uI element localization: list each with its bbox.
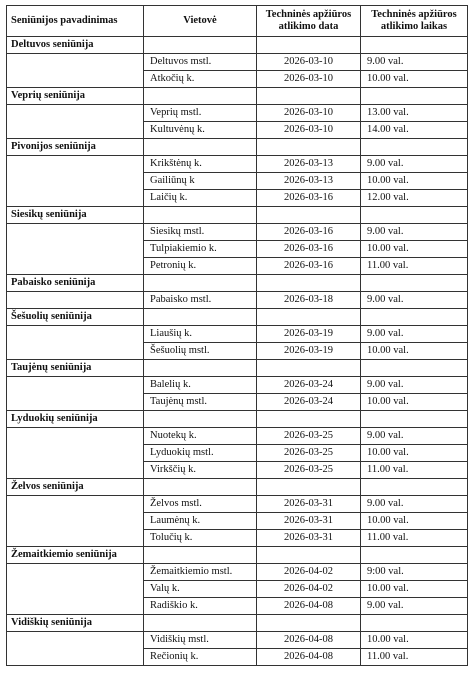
section-title: Želvos seniūnija: [7, 479, 144, 496]
section-row: [7, 615, 468, 632]
empty-cell: [144, 615, 257, 632]
place-cell: Vidiškių mstl.: [144, 632, 257, 649]
date-cell: 2026-03-16: [257, 241, 361, 258]
place-cell: Nuotekų k.: [144, 428, 257, 445]
time-cell: 10.00 val.: [361, 581, 468, 598]
empty-cell: [144, 88, 257, 105]
place-cell: Atkočių k.: [144, 71, 257, 88]
time-cell: 11.00 val.: [361, 649, 468, 666]
empty-cell: [144, 207, 257, 224]
section-title: Taujėnų seniūnija: [7, 360, 144, 377]
place-cell: Laičių k.: [144, 190, 257, 207]
section-title: Veprių seniūnija: [7, 88, 144, 105]
section-row: [7, 37, 468, 54]
date-cell: 2026-03-24: [257, 394, 361, 411]
empty-name-cell: [7, 224, 144, 275]
place-cell: Tulpiakiemio k.: [144, 241, 257, 258]
date-cell: 2026-03-10: [257, 122, 361, 139]
section-row: [7, 360, 468, 377]
place-cell: Balelių k.: [144, 377, 257, 394]
time-cell: 9.00 val.: [361, 377, 468, 394]
date-cell: 2026-04-08: [257, 632, 361, 649]
time-cell: 9.00 val.: [361, 598, 468, 615]
empty-name-cell: [7, 632, 144, 666]
time-cell: 11.00 val.: [361, 258, 468, 275]
empty-cell: [257, 411, 361, 428]
empty-cell: [257, 275, 361, 292]
empty-name-cell: [7, 105, 144, 139]
date-cell: 2026-03-16: [257, 224, 361, 241]
table-row: [7, 224, 468, 241]
section-row: [7, 88, 468, 105]
table-row: [7, 105, 468, 122]
time-cell: 13.00 val.: [361, 105, 468, 122]
time-cell: 10.00 val.: [361, 513, 468, 530]
empty-cell: [257, 309, 361, 326]
date-cell: 2026-03-24: [257, 377, 361, 394]
time-cell: 10.00 val.: [361, 71, 468, 88]
date-cell: 2026-03-25: [257, 445, 361, 462]
place-cell: Krikštėnų k.: [144, 156, 257, 173]
empty-cell: [361, 207, 468, 224]
time-cell: 10.00 val.: [361, 394, 468, 411]
empty-cell: [144, 37, 257, 54]
section-title: Pivonijos seniūnija: [7, 139, 144, 156]
empty-cell: [257, 139, 361, 156]
empty-cell: [257, 615, 361, 632]
empty-cell: [144, 547, 257, 564]
empty-cell: [361, 479, 468, 496]
empty-cell: [144, 360, 257, 377]
empty-cell: [257, 547, 361, 564]
empty-name-cell: [7, 428, 144, 479]
date-cell: 2026-03-31: [257, 496, 361, 513]
date-cell: 2026-04-02: [257, 581, 361, 598]
place-cell: Petronių k.: [144, 258, 257, 275]
empty-cell: [361, 360, 468, 377]
date-cell: 2026-03-10: [257, 54, 361, 71]
empty-name-cell: [7, 377, 144, 411]
header-inspection-date: Techninės apžiūros atlikimo data: [257, 6, 361, 37]
place-cell: Tolučių k.: [144, 530, 257, 547]
empty-cell: [144, 275, 257, 292]
empty-cell: [361, 411, 468, 428]
section-title: Vidiškių seniūnija: [7, 615, 144, 632]
empty-cell: [257, 37, 361, 54]
date-cell: 2026-04-08: [257, 649, 361, 666]
place-cell: Siesikų mstl.: [144, 224, 257, 241]
section-title: Lyduokių seniūnija: [7, 411, 144, 428]
date-cell: 2026-03-16: [257, 190, 361, 207]
empty-cell: [361, 139, 468, 156]
table-body: [7, 37, 468, 666]
time-cell: 9.00 val.: [361, 224, 468, 241]
section-title: Žemaitkiemio seniūnija: [7, 547, 144, 564]
time-cell: 9.00 val.: [361, 54, 468, 71]
table-row: [7, 632, 468, 649]
date-cell: 2026-03-19: [257, 326, 361, 343]
empty-cell: [144, 479, 257, 496]
header-eldership-name: Seniūnijos pavadinimas: [7, 6, 144, 37]
time-cell: 10.00 val.: [361, 445, 468, 462]
table-row: [7, 428, 468, 445]
time-cell: 9:00 val.: [361, 564, 468, 581]
header-inspection-time: Techninės apžiūros atlikimo laikas: [361, 6, 468, 37]
section-title: Šešuolių seniūnija: [7, 309, 144, 326]
date-cell: 2026-03-13: [257, 156, 361, 173]
place-cell: Veprių mstl.: [144, 105, 257, 122]
section-row: [7, 139, 468, 156]
date-cell: 2026-03-10: [257, 105, 361, 122]
time-cell: 11.00 val.: [361, 530, 468, 547]
place-cell: Gailiūnų k: [144, 173, 257, 190]
table-row: [7, 292, 468, 309]
time-cell: 10.00 val.: [361, 173, 468, 190]
place-cell: Kultuvėnų k.: [144, 122, 257, 139]
date-cell: 2026-03-10: [257, 71, 361, 88]
date-cell: 2026-03-13: [257, 173, 361, 190]
time-cell: 10.00 val.: [361, 343, 468, 360]
place-cell: Deltuvos mstl.: [144, 54, 257, 71]
time-cell: 11.00 val.: [361, 462, 468, 479]
time-cell: 9.00 val.: [361, 326, 468, 343]
inspection-schedule-document: [6, 5, 467, 666]
table-header-row: [7, 6, 468, 37]
time-cell: 9.00 val.: [361, 156, 468, 173]
time-cell: 14.00 val.: [361, 122, 468, 139]
empty-cell: [361, 88, 468, 105]
date-cell: 2026-03-25: [257, 462, 361, 479]
section-title: Pabaisko seniūnija: [7, 275, 144, 292]
table-row: [7, 496, 468, 513]
place-cell: Laumėnų k.: [144, 513, 257, 530]
empty-cell: [144, 411, 257, 428]
table-row: [7, 54, 468, 71]
date-cell: 2026-03-31: [257, 513, 361, 530]
place-cell: Taujėnų mstl.: [144, 394, 257, 411]
place-cell: Žemaitkiemio mstl.: [144, 564, 257, 581]
empty-cell: [257, 360, 361, 377]
date-cell: 2026-03-25: [257, 428, 361, 445]
place-cell: Virkščių k.: [144, 462, 257, 479]
table-row: [7, 564, 468, 581]
section-title: Siesikų seniūnija: [7, 207, 144, 224]
empty-name-cell: [7, 564, 144, 615]
empty-name-cell: [7, 54, 144, 88]
table-row: [7, 377, 468, 394]
time-cell: 9.00 val.: [361, 292, 468, 309]
empty-name-cell: [7, 496, 144, 547]
section-row: [7, 411, 468, 428]
date-cell: 2026-03-16: [257, 258, 361, 275]
empty-cell: [144, 309, 257, 326]
section-row: [7, 207, 468, 224]
empty-cell: [257, 207, 361, 224]
empty-cell: [257, 88, 361, 105]
section-title: Deltuvos seniūnija: [7, 37, 144, 54]
place-cell: Lyduokių mstl.: [144, 445, 257, 462]
table-row: [7, 326, 468, 343]
table-row: [7, 156, 468, 173]
place-cell: Pabaisko mstl.: [144, 292, 257, 309]
empty-name-cell: [7, 326, 144, 360]
empty-cell: [361, 37, 468, 54]
section-row: [7, 309, 468, 326]
inspection-schedule-table: [6, 5, 468, 666]
place-cell: Šešuolių mstl.: [144, 343, 257, 360]
place-cell: Valų k.: [144, 581, 257, 598]
empty-cell: [361, 275, 468, 292]
section-row: [7, 275, 468, 292]
section-row: [7, 479, 468, 496]
time-cell: 12.00 val.: [361, 190, 468, 207]
section-row: [7, 547, 468, 564]
time-cell: 9.00 val.: [361, 428, 468, 445]
empty-cell: [361, 615, 468, 632]
empty-cell: [257, 479, 361, 496]
place-cell: Radiškio k.: [144, 598, 257, 615]
time-cell: 10.00 val.: [361, 632, 468, 649]
date-cell: 2026-03-18: [257, 292, 361, 309]
place-cell: Želvos mstl.: [144, 496, 257, 513]
date-cell: 2026-04-08: [257, 598, 361, 615]
time-cell: 9.00 val.: [361, 496, 468, 513]
place-cell: Rečionių k.: [144, 649, 257, 666]
empty-name-cell: [7, 292, 144, 309]
place-cell: Liaušių k.: [144, 326, 257, 343]
date-cell: 2026-03-19: [257, 343, 361, 360]
date-cell: 2026-03-31: [257, 530, 361, 547]
date-cell: 2026-04-02: [257, 564, 361, 581]
empty-cell: [144, 139, 257, 156]
empty-name-cell: [7, 156, 144, 207]
empty-cell: [361, 547, 468, 564]
empty-cell: [361, 309, 468, 326]
time-cell: 10.00 val.: [361, 241, 468, 258]
header-place: Vietovė: [144, 6, 257, 37]
